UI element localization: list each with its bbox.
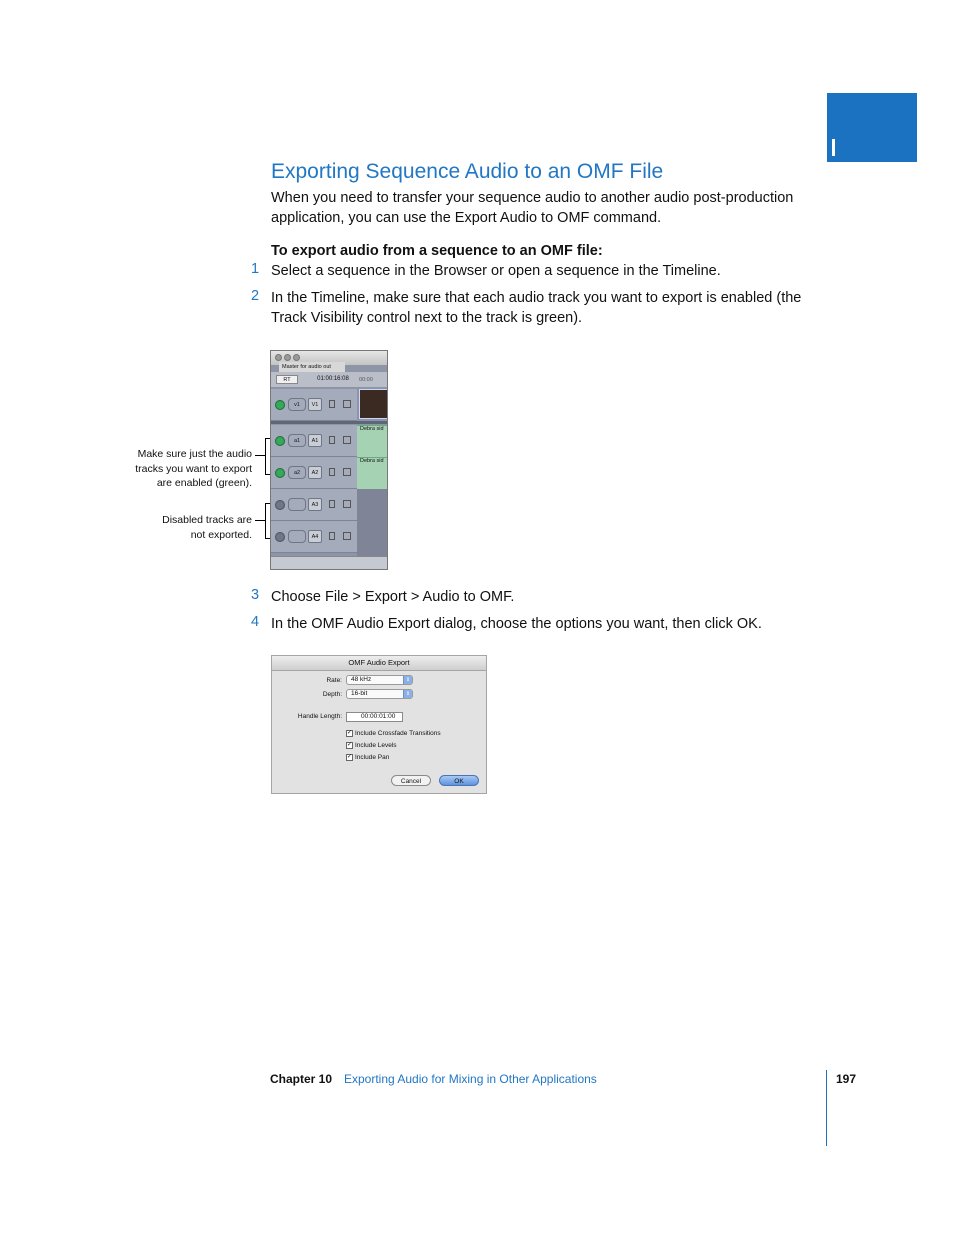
empty-track-area: [357, 521, 388, 557]
step-text-continued: Track Visibility control next to the track is green).: [271, 310, 583, 326]
popup-arrows-icon: ⇕: [403, 690, 412, 698]
destination-control[interactable]: A4: [308, 530, 322, 543]
footer-chapter: Chapter 10: [270, 1072, 333, 1086]
depth-label: Depth:: [322, 691, 342, 698]
checkbox-checked-icon[interactable]: ✓: [347, 742, 353, 748]
source-control[interactable]: [288, 498, 306, 511]
auto-select-icon[interactable]: [343, 400, 351, 408]
page-number: 197: [836, 1072, 857, 1086]
step-number: 2: [251, 288, 260, 304]
callout-enabled-tracks: [100, 447, 252, 491]
timeline-window: [270, 350, 388, 570]
procedure-title: To export audio from a sequence to an OMF file:: [271, 243, 603, 259]
auto-select-icon[interactable]: [343, 436, 351, 444]
callout-line: Disabled tracks are: [162, 514, 252, 526]
track-row-a1: [271, 425, 357, 457]
rate-label: Rate:: [326, 677, 342, 684]
levels-option[interactable]: [346, 742, 397, 749]
callout-line: tracks you want to export: [135, 462, 252, 475]
callout-line: Make sure just the audio: [137, 448, 252, 460]
source-control[interactable]: [288, 530, 306, 543]
step-number: 3: [251, 587, 260, 603]
step-number: 4: [251, 614, 260, 630]
track-visibility-toggle[interactable]: [275, 532, 285, 542]
close-button[interactable]: [275, 354, 282, 361]
ruler-label: 00:00: [359, 377, 373, 383]
sequence-tab[interactable]: Master for audio out: [279, 362, 345, 372]
depth-popup[interactable]: [346, 689, 413, 699]
omf-audio-export-dialog: [271, 655, 487, 794]
step-text: Select a sequence in the Browser or open a sequence in the Timeline.: [271, 263, 721, 279]
track-visibility-toggle[interactable]: [275, 436, 285, 446]
lock-icon[interactable]: [329, 436, 335, 444]
footer-rule: [826, 1070, 827, 1146]
track-visibility-toggle[interactable]: [275, 468, 285, 478]
callout-disabled-tracks: [100, 513, 252, 542]
track-row-a2: [271, 457, 357, 489]
step-text: Choose File > Export > Audio to OMF.: [271, 589, 515, 605]
intro-line-2: application, you can use the Export Audio to OMF command.: [271, 210, 662, 226]
source-control[interactable]: a2: [288, 466, 306, 479]
option-label: Include Levels: [355, 742, 397, 750]
option-label: Include Pan: [355, 754, 390, 762]
step-text: In the OMF Audio Export dialog, choose the options you want, then click OK.: [271, 616, 762, 632]
video-clip[interactable]: [359, 389, 388, 419]
track-row-v1: [271, 389, 357, 421]
track-visibility-toggle[interactable]: [275, 500, 285, 510]
destination-control[interactable]: A2: [308, 466, 322, 479]
timecode-field[interactable]: 01:00:16:08: [317, 376, 349, 382]
intro-line-1: When you need to transfer your sequence audio to another audio post-production: [271, 190, 794, 206]
source-control[interactable]: v1: [288, 398, 306, 411]
depth-value: 16-bit: [351, 690, 368, 697]
track-visibility-toggle[interactable]: [275, 400, 285, 410]
dialog-title: OMF Audio Export: [272, 656, 486, 671]
empty-track-area: [357, 489, 388, 521]
minimize-button[interactable]: [284, 354, 291, 361]
zoom-button[interactable]: [293, 354, 300, 361]
callout-line: are enabled (green).: [156, 477, 252, 489]
crossfade-option[interactable]: [346, 730, 441, 737]
track-row-a3: [271, 489, 357, 521]
callout-line: not exported.: [190, 528, 252, 541]
rate-value: 48 kHz: [351, 676, 372, 683]
popup-arrows-icon: ⇕: [403, 676, 412, 684]
ok-button[interactable]: OK: [439, 775, 479, 786]
chapter-tab-mark: [832, 139, 835, 156]
rt-menu[interactable]: RT: [276, 375, 298, 384]
destination-control[interactable]: A3: [308, 498, 322, 511]
auto-select-icon[interactable]: [343, 500, 351, 508]
step-text: In the Timeline, make sure that each audio track you want to export is enabled (the: [271, 290, 802, 306]
destination-control[interactable]: A1: [308, 434, 322, 447]
cancel-button[interactable]: Cancel: [391, 775, 431, 786]
lock-icon[interactable]: [329, 532, 335, 540]
chapter-tab: [827, 93, 917, 162]
lock-icon[interactable]: [329, 468, 335, 476]
checkbox-checked-icon[interactable]: ✓: [347, 730, 353, 736]
step-number: 1: [251, 261, 260, 277]
callout-leader: [255, 455, 265, 456]
option-label: Include Crossfade Transitions: [355, 730, 441, 738]
track-row-a4: [271, 521, 357, 553]
auto-select-icon[interactable]: [343, 532, 351, 540]
lock-icon[interactable]: [329, 500, 335, 508]
timeline-footer-controls[interactable]: [271, 556, 388, 569]
video-audio-divider: [271, 421, 388, 424]
callout-leader: [255, 520, 265, 521]
lock-icon[interactable]: [329, 400, 335, 408]
footer-chapter-title: Exporting Audio for Mixing in Other Applications: [344, 1072, 597, 1086]
source-control[interactable]: a1: [288, 434, 306, 447]
section-heading: Exporting Sequence Audio to an OMF File: [271, 160, 664, 183]
audio-clip[interactable]: Debra sid: [357, 425, 388, 457]
pan-option[interactable]: [346, 754, 389, 761]
handle-length-label: Handle Length:: [297, 713, 342, 720]
rate-popup[interactable]: [346, 675, 413, 685]
checkbox-checked-icon[interactable]: ✓: [347, 754, 353, 760]
handle-length-field[interactable]: 00:00:01:00: [346, 712, 403, 722]
audio-clip[interactable]: Debra sid: [357, 457, 388, 489]
auto-select-icon[interactable]: [343, 468, 351, 476]
destination-control[interactable]: V1: [308, 398, 322, 411]
